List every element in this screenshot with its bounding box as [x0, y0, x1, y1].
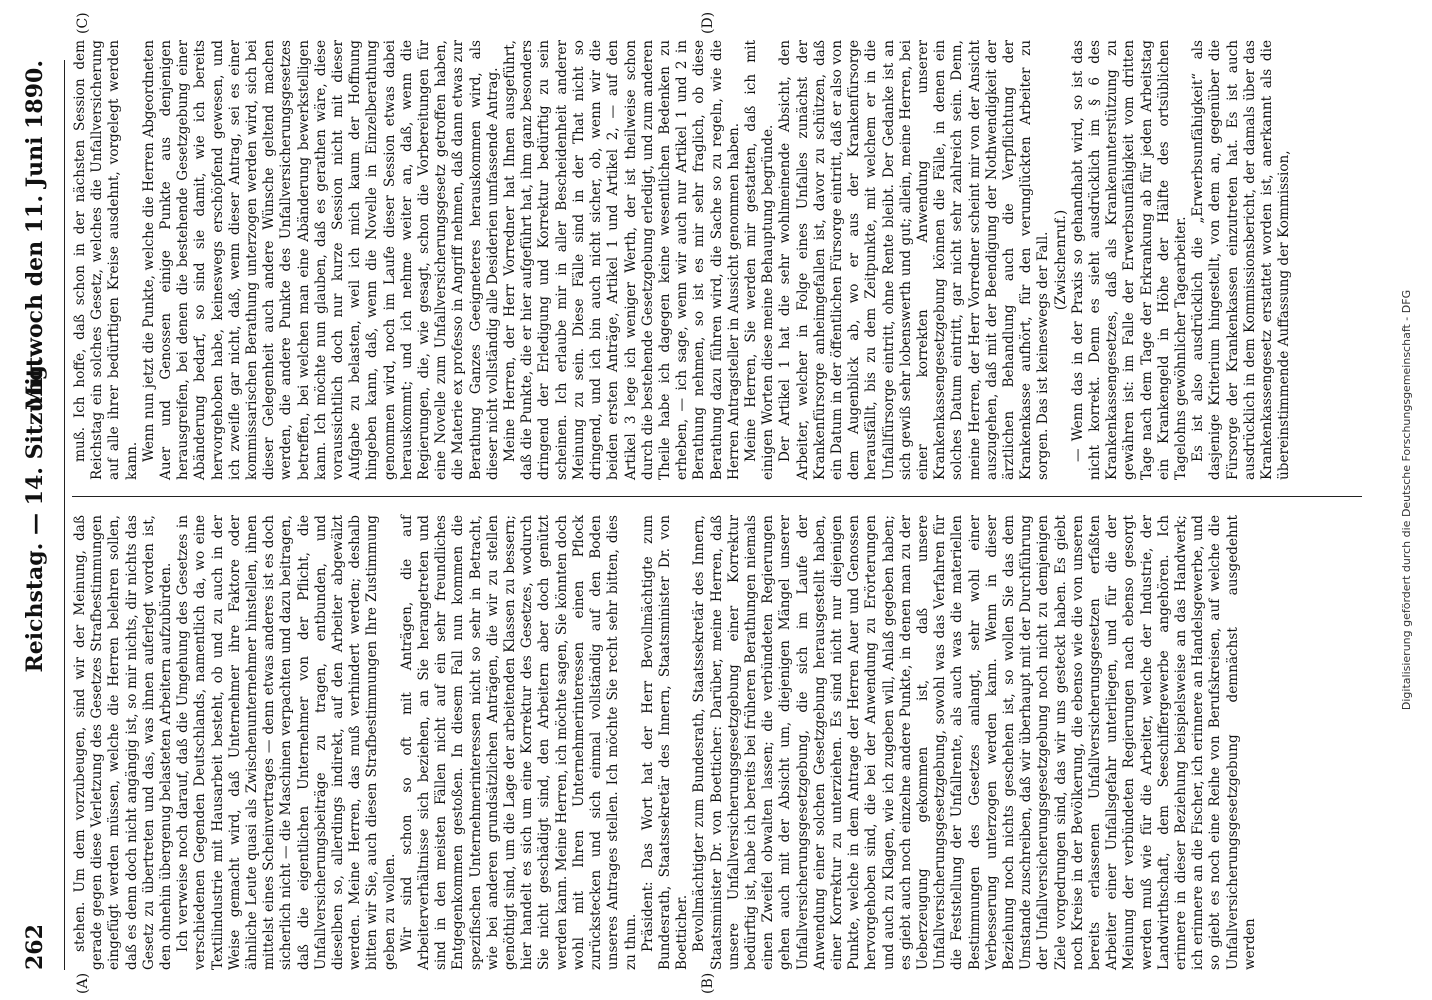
page-number: 262 — [22, 924, 48, 970]
paragraph: muß. Ich hoffe, daß schon in der nächsten Session dem Reichstag ein solches Gesetz, welches die Unfallversicherung auf alle ihrer bedürftigen Kreise ausdehnt, vorgelegt werden kann. — [72, 40, 140, 480]
paragraph: Der Artikel 1 hat die sehr wohlmeinende Absicht, den Arbeiter, welcher in Folge eines Unfalles zunächst der Krankenfürsorge anheimgefallen ist, davor zu schützen, daß ein Datum in der öffentlichen Fürsorge eintritt, daß er also von dem Augenblick ab, wo er aus der Krankenfürsorge herausfällt, bis zu dem Zeitpunkte, mit welchem er in die Unfallfürsorge eintritt, ohne Rente bleibt. Der Gedanke ist an sich gewiß sehr lobenswerth und gut; allein, meine Herren, bei einer korrekten Anwendung unserer Krankenkassengesetzgebung können die Fälle, in denen ein solches Datum eintritt, gar nicht sehr zahlreich sein. Denn, meine Herren, der Herr Vorredner scheint mir von der Ansicht auszugehen, daß mit der Beendigung der Nothwendigkeit der ärztlichen Behandlung auch die Verpflichtung der Krankenkasse aufhört, für den verunglückten Arbeiter zu sorgen. Das ist keineswegs der Fall. — [777, 40, 1052, 480]
interjection: (Zwischenruf.) — [1052, 209, 1069, 311]
paragraph: stehen. Um dem vorzubeugen, sind wir der Meinung, daß gerade gegen diese Verletzung des Gesetzes Strafbestimmungen eingefügt werden müssen, welche die Herren belehren sollen, daß es denn doch nicht angängig ist, so mir nichts, dir nichts das Gesetz zu übertreten und das, was ihnen auferlegt worden ist, den ohnehin übergenug belasteten Arbeitern aufzubürden. — [72, 515, 175, 970]
margin-marker-d: (D) — [700, 11, 716, 34]
left-column — [72, 515, 1259, 970]
right-column — [72, 40, 1293, 480]
column-divider — [72, 496, 1362, 497]
paragraph: Präsident: Das Wort hat der Herr Bevollmächtigte zum Bundesrath, Staatssekretär des Innern, Staatsminister Dr. von Boetticher. — [639, 515, 691, 970]
margin-marker-a: (A) — [75, 972, 91, 994]
paragraph: Wenn nun jetzt die Punkte, welche die Herren Abgeordneten Auer und Genossen einige Punkte aus denjenigen herausgreifen, bei denen die bestehende Gesetzgebung einer Abänderung bedarf, so sind sie damit, wie ich bereits hervorgehoben habe, keineswegs erschöpfend gewesen, und ich zweifle gar nicht, daß, wenn dieser Antrag, sei es einer kommissarischen Berathung unterzogen werden wird, sich bei dieser Gelegenheit auch andere Wünsche geltend machen werden, die andere Punkte des Unfallversicherungsgesetzes betreffen, bei welchen man eine Abänderung bewerkstelligen kann. Ich möchte nun glauben, daß es gerathen wäre, diese voraussichtlich doch nur kurze Session nicht mit dieser Aufgabe zu belasten, weil ich mich kaum der Hoffnung hingeben kann, daß, wenn die Novelle in Einzelberathung genommen wird, noch im Laufe dieser Session etwas dabei herauskommt; und ich nehme weiter an, daß, wenn die Regierungen, die, wie gesagt, schon die Vorbereitungen für eine Novelle zum Unfallversicherungsgesetz getroffen haben, die Materie ex professo in Angriff nehmen, daß dann etwas zur Berathung Ganzes Geeigneteres herauskommen wird, als dieser nicht vollständig alle Desiderien umfassende Antrag. — [140, 40, 501, 480]
paragraph: Es ist also ausdrücklich die „Erwerbsunfähigkeit“ als dasjenige Kriterium hingestellt, von dem an, gegenüber die Fürsorge der Krankenkassen einzutreten hat. Es ist auch ausdrücklich in dem Kommissionsbericht, der damals über das Krankenkassengesetz erstattet worden ist, anerkannt als die übereinstimmende Auffassung der Kommission, — [1190, 40, 1293, 480]
session-date: Mittwoch den 11. Juni 1890. — [22, 60, 48, 410]
header-rule — [64, 60, 65, 970]
margin-marker-b: (B) — [700, 972, 716, 994]
paragraph: Wir sind schon so oft mit Anträgen, die auf Arbeiterverhältnisse sich beziehen, an Sie herangetreten und sind in den meisten Fällen nicht auf ein sehr freundliches Entgegenkommen gestoßen. In diesem Fall nun kommen die spezifischen Unternehmerinteressen nicht so sehr in Betracht, wie bei anderen grundsätzlichen Anträgen, die wir zu stellen genöthigt sind, um die Lage der arbeitenden Klassen zu bessern; hier handelt es sich um eine Korrektur des Gesetzes, wodurch Sie nicht geschädigt sind, den Arbeitern aber doch genützt werden kann. Meine Herren, ich möchte sagen, Sie könnten doch wohl mit Ihren Unternehmerinteressen einen Pflock zurückstecken und sich einmal vollständig auf den Boden unseres Antrages stellen. Ich möchte Sie recht sehr bitten, dies zu thun. — [398, 515, 639, 970]
paragraph: Meine Herren, der Herr Vorredner hat Ihnen ausgeführt, daß die Punkte, die er hier aufgeführt hat, ihm ganz besonders dringend der Erledigung und Korrektur bedürftig zu sein scheinen. Ich erlaube mir in aller Bescheidenheit anderer Meinung zu sein. Diese Fälle sind in der That nicht so dringend, und ich bin auch nicht sicher, ob, wenn wir die beiden ersten Anträge, Artikel 1 und Artikel 2, — auf den Artikel 3 lege ich weniger Werth, der ist theilweise schon durch die bestehende Gesetzgebung erledigt, und zum anderen Theile habe ich dagegen keine wesentlichen Bedenken zu erheben, — ich sage, wenn wir auch nur Artikel 1 und 2 in Berathung nehmen, so ist es mir sehr fraglich, ob diese Berathung dazu führen wird, die Sache so zu regeln, wie die Herren Antragsteller in Aussicht genommen haben. — [502, 40, 742, 480]
paragraph: — Wenn das in der Praxis so gehandhabt wird, so ist das nicht korrekt. Denn es sieht ausdrücklich im § 6 des Krankenkassengesetzes, daß als Krankenunterstützung zu gewähren ist: im Falle der Erwerbsunfähigkeit vom dritten Tage nach dem Tage der Erkrankung ab für jeden Arbeitstag ein Krankengeld in Höhe der Hälfte des ortsüblichen Tagelohns gewöhnlicher Tagearbeiter. — [1069, 40, 1189, 480]
margin-marker-c: (C) — [75, 12, 91, 34]
paragraph: Bevollmächtigter zum Bundesrath, Staatssekretär des Innern, Staatsminister Dr. von Boetticher: Darüber, meine Herren, daß unsere Unfallversicherungsgesetzgebung einer Korrektur bedürftig ist, habe ich bereits bei früheren Berathungen niemals einen Zweifel obwalten lassen; die verbündeten Regierungen gehen auch mit der Absicht um, diejenigen Mängel unserer Unfallversicherungsgesetzgebung, die sich im Laufe der Anwendung einer solchen Gesetzgebung herausgestellt haben, einer Korrektur zu unterziehen. Es sind nicht nur diejenigen Punkte, welche in dem Antrage der Herren Auer und Genossen hervorgehoben sind, die bei der Anwendung zu Erörterungen und auch zu Klagen, wie ich zugeben will, Anlaß gegeben haben; es giebt auch noch einzelne andere Punkte, in denen man zu der Ueberzeugung gekommen ist, daß unsere Unfallversicherungsgesetzgebung, sowohl was das Verfahren für die Feststellung der Unfallrente, als auch was die materiellen Bestimmungen des Gesetzes anlangt, sehr wohl einer Verbesserung unterzogen werden kann. Wenn in dieser Beziehung noch nichts geschehen ist, so wollen Sie das dem Umstande zuschreiben, daß wir überhaupt mit der Durchführung der Unfallversicherungsgesetzgebung noch nicht zu demjenigen Ziele vorgedrungen sind, das wir uns gesteckt haben. Es giebt noch Kreise in der Bevölkerung, die ebenso wie die von unseren bereits erlassenen Unfallversicherungsgesetzen erfaßten Arbeiter einer Unfallsgefahr unterliegen, und für die der Meinung der verbündeten Regierungen nach ebenso gesorgt werden muß wie für die Arbeiter, welche der Industrie, der Landwirthschaft, dem Seeschiffergewerbe angehören. Ich erinnere in dieser Beziehung beispielsweise an das Handwerk; ich erinnere an die Fischer, ich erinnere an Handelsgewerbe, und so giebt es noch eine Reihe von Berufskreisen, auf welche die Unfallversicherungsgesetzgebung demnächst ausgedehnt werden — [691, 515, 1258, 970]
dfg-credit: Digitalisierung gefördert durch die Deutsche Forschungsgemeinschaft - DFG — [1400, 289, 1413, 711]
session-title: Reichstag. — 14. Sitzung. — [22, 357, 48, 673]
paragraph: Meine Herren, Sie werden mir gestatten, daß ich mit einigen Worten diese meine Behauptung begründe. — [742, 40, 777, 480]
paragraph: Ich verweise noch darauf, daß die Umgehung des Gesetzes in verschiedenen Gegenden Deutschlands, namentlich da, wo eine Textilindustrie mit Hausarbeit besteht, ob und zu auch in der Weise gemacht wird, daß Unternehmer ihre Faktore oder ähnliche Leute quasi als Zwischenunternehmer hinstellen, ihnen mittelst eines Scheinvertrages — denn etwas anderes ist es doch sicherlich nicht — die Maschinen verpachten und dazu beitragen, daß die eigentlichen Unternehmer von der Pflicht, die Unfallversicherungsbeiträge zu tragen, entbunden, und dieselben so, allerdings indirekt, auf den Arbeiter abgewälzt werden. Meine Herren, das muß verhindert werden; deshalb bitten wir Sie, auch diesen Strafbestimmungen Ihre Zustimmung geben zu wollen. — [175, 515, 398, 970]
page-header — [22, 60, 62, 970]
